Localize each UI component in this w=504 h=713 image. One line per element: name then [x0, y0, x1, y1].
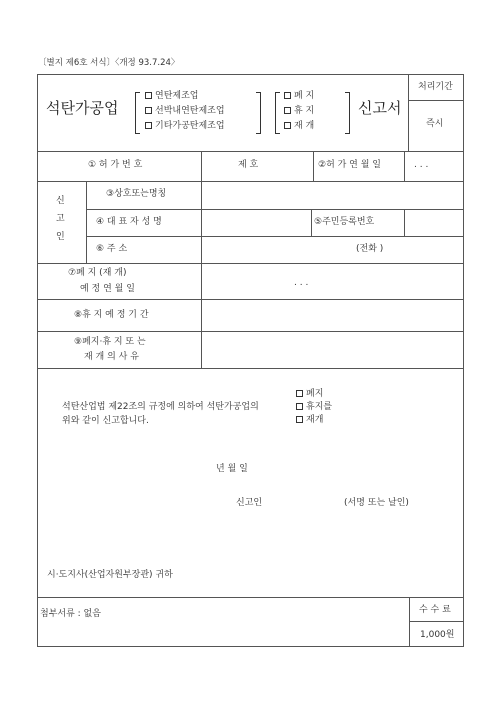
processing-divider — [408, 74, 409, 151]
action-bracket-right — [345, 92, 350, 134]
row-line — [37, 368, 464, 369]
fee-value: 1,000원 — [420, 630, 455, 640]
permit-number-label: ① 허 가 번 호 — [88, 160, 143, 170]
col-line — [313, 151, 314, 181]
reason-label-2: 재 개 의 사 유 — [84, 352, 139, 362]
action-option-3[interactable]: 재 개 — [284, 121, 314, 132]
col-line — [404, 151, 405, 181]
declaration-date[interactable]: 년 월 일 — [216, 464, 248, 474]
fee-line — [409, 621, 464, 622]
action-bracket-left — [275, 92, 280, 134]
business-name-field[interactable] — [202, 182, 463, 208]
checkbox-icon[interactable] — [284, 92, 291, 99]
signature-label[interactable]: (서명 또는 날인) — [344, 498, 409, 508]
suspension-period-label: ⑧휴 지 예 정 기 간 — [74, 310, 149, 320]
processing-line — [408, 100, 464, 101]
action-option-1[interactable]: 폐 지 — [284, 91, 314, 102]
industry-bracket-right — [256, 92, 261, 134]
checkbox-icon[interactable] — [296, 390, 303, 397]
industry-bracket-left — [135, 92, 140, 134]
representative-label: ④ 대 표 자 성 명 — [96, 217, 162, 227]
phone-label[interactable]: (전화 ) — [356, 244, 384, 254]
industry-option-1[interactable]: 연탄제조업 — [145, 91, 198, 102]
applicant-label: 신고인 — [236, 498, 263, 508]
processing-value: 즉시 — [426, 119, 444, 129]
checkbox-icon[interactable] — [145, 122, 152, 129]
attachments-label: 첨부서류 : 없음 — [40, 609, 101, 619]
industry-option-3[interactable]: 기타가공탄제조업 — [145, 121, 225, 132]
applicant-side-3: 인 — [56, 232, 65, 242]
declaration-option-1[interactable]: 폐지 — [296, 389, 323, 400]
checkbox-icon[interactable] — [145, 107, 152, 114]
closure-date-label-1: ⑦폐 지 (재 개) — [68, 268, 127, 278]
col-line — [201, 151, 202, 181]
permit-date-label: ②허 가 연 월 일 — [318, 160, 381, 170]
closure-date-field[interactable]: . . . — [294, 278, 309, 288]
row-line — [86, 236, 464, 237]
processing-label: 처리기간 — [418, 82, 453, 92]
title-suffix: 신고서 — [358, 99, 402, 117]
business-name-label: ③상호또는명칭 — [106, 189, 167, 199]
checkbox-icon[interactable] — [296, 403, 303, 410]
col-line — [86, 181, 87, 263]
checkbox-icon[interactable] — [296, 416, 303, 423]
resident-number-field[interactable] — [405, 210, 463, 235]
reason-field[interactable] — [202, 332, 463, 367]
applicant-side-2: 고 — [56, 214, 65, 224]
declaration-option-2[interactable]: 휴지를 — [296, 402, 332, 413]
form-reference: 〔별지 제6호 서식〕〈개정 93.7.24〉 — [38, 58, 180, 68]
checkbox-icon[interactable] — [145, 92, 152, 99]
checkbox-icon[interactable] — [284, 122, 291, 129]
declaration-option-3[interactable]: 재개 — [296, 415, 323, 426]
col-line — [311, 209, 312, 236]
suspension-period-field[interactable] — [202, 300, 463, 330]
title-prefix: 석탄가공업 — [46, 99, 119, 117]
row-line — [37, 597, 464, 598]
action-option-2[interactable]: 휴 지 — [284, 106, 314, 117]
fee-label: 수 수 료 — [419, 605, 451, 615]
permit-number-field[interactable]: 제 호 — [238, 160, 259, 170]
resident-number-label: ⑤주민등록번호 — [314, 217, 375, 227]
address-label: ⑥ 주 소 — [96, 244, 128, 254]
declaration-text-1: 석탄산업법 제22조의 규정에 의하여 석탄가공업의 — [62, 402, 259, 412]
recipient: 시·도지사(산업자원부장관) 귀하 — [47, 570, 173, 580]
closure-date-label-2: 예 정 연 월 일 — [80, 284, 135, 294]
row-line — [37, 151, 464, 152]
representative-field[interactable] — [202, 210, 310, 235]
applicant-side-1: 신 — [56, 196, 65, 206]
reason-label-1: ⑨폐지·휴 지 또 는 — [74, 337, 146, 347]
checkbox-icon[interactable] — [284, 107, 291, 114]
industry-option-2[interactable]: 선박내연탄제조업 — [145, 106, 225, 117]
col-line — [409, 597, 410, 647]
declaration-text-2: 위와 같이 신고합니다. — [62, 416, 149, 426]
row-line — [37, 263, 464, 264]
permit-date-field[interactable]: . . . — [414, 160, 429, 170]
